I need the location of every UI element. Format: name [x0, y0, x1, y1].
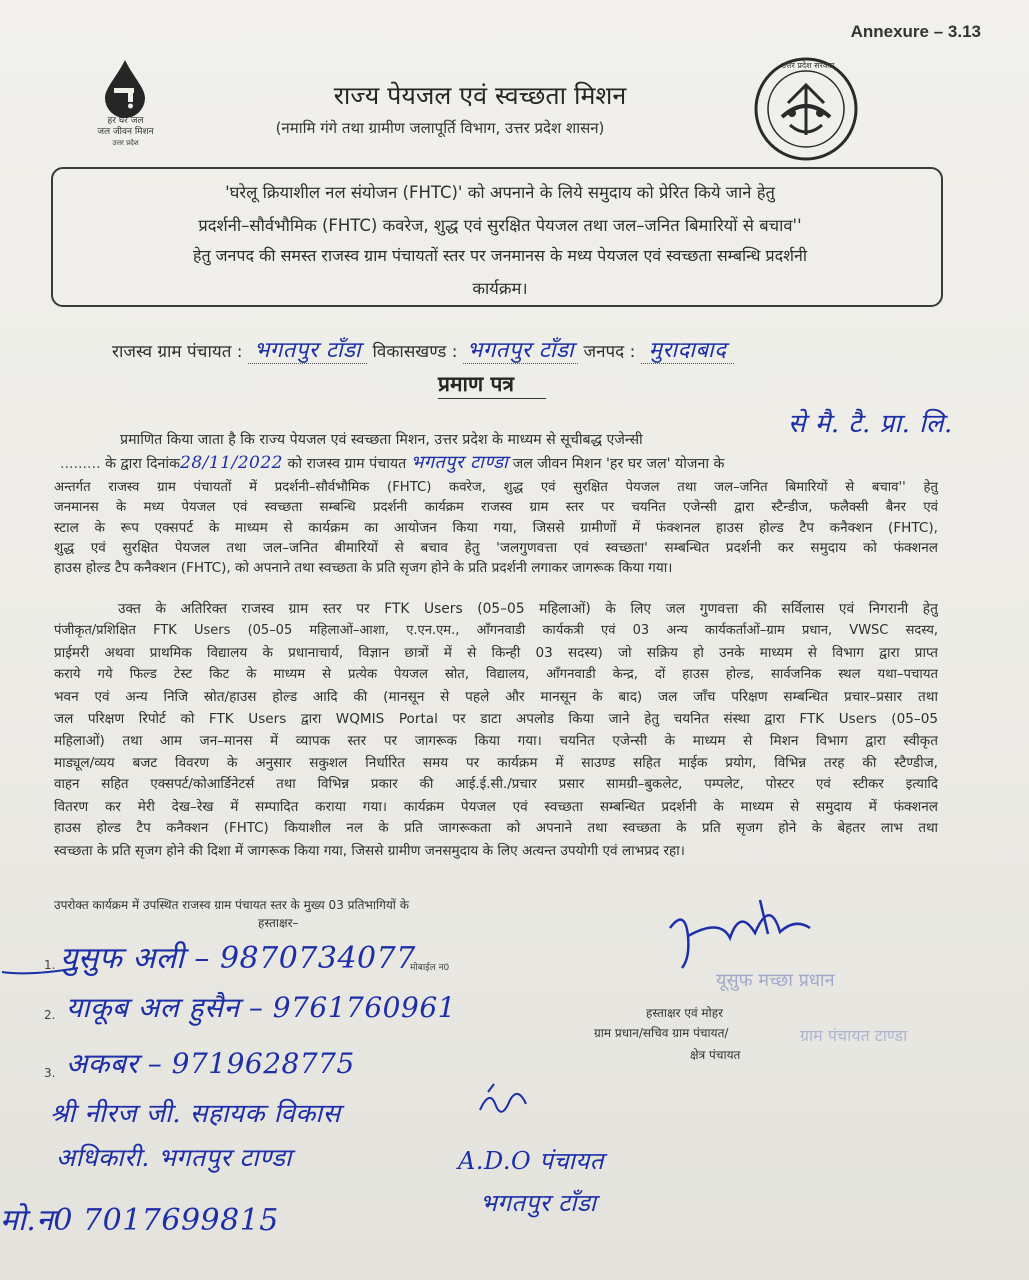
har-ghar-jal-logo — [78, 58, 173, 158]
mission-title: राज्य पेयजल एवं स्वच्छता मिशन — [333, 81, 627, 110]
box-line-1: 'घरेलू क्रियाशील नल संयोजन (FHTC)' को अपनाने के लिये समुदाय को प्रेरित किये जाने हेतु — [225, 183, 775, 202]
participant-1-mobile-label: मोबाईल न0 — [410, 963, 450, 973]
block-value: भगतपुर टाँडा — [463, 338, 578, 364]
participant-2-handwritten: याकूब अल हुसैन – 9761760961 — [66, 991, 456, 1024]
p2-line-2: पंजीकृत/प्रशिक्षित FTK Users (05–05 महिलाओं–आशा, ए.एन.एम., आँगनवाडी कार्यकत्री एवं 03 अन्य कार्यकर्ताओं–ग्राम प्रधान, VWSC सदस्य, — [54, 623, 938, 638]
p2-line-9: वाहन सहित एक्सपर्ट/कोआर्डिनेटर्स तथा विभिन्न प्रकार की आई.ई.सी./प्रचार प्रसार सामग्री–बुकलेट, पम्पलेट, पोस्टर एवं स्टीकर इत्यादि — [54, 777, 938, 792]
pradhan-role-line-1: ग्राम प्रधान/सचिव ग्राम पंचायत/ — [594, 1026, 729, 1040]
date-handwritten: 28/11/2022 — [180, 453, 283, 473]
up-government-seal-icon — [752, 55, 860, 163]
seal-text: उत्तर प्रदेश सरकार — [781, 61, 835, 70]
location-fields-row — [112, 334, 734, 364]
p2-line-4: कराये गये फिल्ड टेस्ट किट के माध्यम से प्रत्येक पेयजल स्रोत, विद्यालय, आँगनवाडी केन्द्र, दों हाउस होल्ड, सार्वजनिक स्थल यथा–पचायत — [54, 667, 938, 682]
participants-intro: उपरोक्त कार्यक्रम में उपस्थित राजस्व ग्राम पंचायत स्तर के मुख्य 03 प्रतिभागियों के — [54, 898, 409, 912]
p2-line-3: प्राईमरी अथवा प्राथमिक विद्यालय के प्रधानाचार्य, विज्ञान छात्रों में से किन्ही 03 सदस्य) जो सक्रिय हो उनके माध्यम से विभाग द्वारा प्राप्त — [54, 645, 938, 661]
p1-line-2: ......... के द्वारा दिनांक28/11/2022 को राजस्व ग्राम पंचायत भगतपुर टाण्डा जल जीवन मिशन 'हर घर जल' योजना के — [60, 452, 725, 473]
pradhan-sign-label: हस्ताक्षर एवं मोहर — [646, 1006, 724, 1020]
mission-subtitle: (नमामि गंगे तथा ग्रामीण जलापूर्ति विभाग, उत्तर प्रदेश शासन) — [275, 119, 605, 137]
participants-signature-label: हस्ताक्षर– — [258, 916, 299, 930]
participant-2-number: 2. — [44, 1008, 56, 1022]
pradhan-stamp-text: यूसुफ मच्छा प्रधान — [716, 970, 835, 991]
panchayat-value: भगतपुर टाँडा — [248, 338, 367, 364]
p1-village-prefix: को राजस्व ग्राम पंचायत — [287, 456, 407, 472]
officer-phone-handwritten: मो.न0 7017699815 — [0, 1203, 279, 1238]
officer-initials-signature — [474, 1080, 534, 1130]
p2-line-10: वितरण कर मेरी देख–रेख में सम्पादित कराया गया। कार्यक्रम पेयजल एवं स्वच्छता सम्बन्धित प्रदर्शनी के माध्यम से समुदाय में फंक्शनल — [54, 799, 938, 815]
participant-3-number: 3. — [44, 1066, 56, 1080]
p1-line-7: हाउस होल्ड टैप कनैक्शन (FHTC), को अपनाने तथा स्वच्छता के प्रति सृजग होने के प्रति प्रदर्शनी लगाकर जागरूक किया गया। — [54, 560, 673, 576]
logo-line-3: उत्तर प्रदेश — [112, 139, 139, 147]
p1-scheme: जल जीवन मिशन 'हर घर जल' योजना के — [512, 456, 725, 472]
certificate-title: प्रमाण पत्र — [438, 372, 514, 396]
logo-line-1: हर घर जल — [107, 116, 144, 126]
pradhan-role-line-2: क्षेत्र पंचायत — [690, 1048, 741, 1062]
p1-line-1: प्रमाणित किया जाता है कि राज्य पेयजल एवं स्वच्छता मिशन, उत्तर प्रदेश के माध्यम से सूचीबद्ध एजेन्सी — [120, 432, 643, 448]
p1-line-3: अन्तर्गत राजस्व ग्राम पंचायतों में प्रदर्शनी–सौर्वभौमिक (FHTC) कवरेज, शुद्ध एवं सुरक्षित पेयजल तथा जल–जनित बिमारियों से बचाव'' हेतु — [54, 480, 938, 495]
p2-line-7: महिलाओं) तथा आम जन–मानस में व्यापक स्तर पर जागरूक किया गया। चयनित एजेन्सी के माध्यम से मिशन विभाग द्वारा स्वीकृत — [54, 733, 938, 749]
agency-handwritten: से मै. टै. प्रा. लि. — [788, 409, 953, 439]
village-handwritten: भगतपुर टाण्डा — [410, 452, 509, 473]
p1-line-4: जनमानस के मध्य पेयजल एवं स्वच्छता सम्बन्धि प्रदर्शनी कार्यक्रम राजस्व ग्राम स्तर पर चयनित एजेन्सी द्वारा स्टैन्डीज, फलैक्सी बैनर एवं — [54, 500, 938, 515]
participant-1-number: 1. — [44, 958, 56, 972]
p1-body — [54, 478, 938, 578]
officer-handwritten-line-2: अधिकारी. भगतपुर टाण्डा — [56, 1143, 292, 1172]
p1-date-prefix: के द्वारा दिनांक — [105, 456, 180, 472]
pradhan-stamp-text-2: ग्राम पंचायत टाण्डा — [800, 1026, 908, 1045]
district-label: जनपद : — [583, 342, 636, 362]
annexure-label: Annexure – 3.13 — [850, 22, 981, 41]
pradhan-signature — [660, 888, 840, 978]
block-label: विकासखण्ड : — [372, 342, 458, 362]
ado-handwritten-line-2: भगतपुर टाँडा — [480, 1189, 597, 1217]
p2-body — [54, 598, 938, 862]
box-line-4: कार्यक्रम। — [472, 279, 528, 298]
district-value: मुरादाबाद — [641, 338, 735, 364]
participant-1-handwritten: युसुफ अली – 9870734077 — [60, 941, 416, 976]
p1-line-6: शुद्ध एवं सुरक्षित पेयजल तथा जल–जनित बीमारियों से बचाव हेतु 'जलगुणवत्ता एवं स्वच्छता' सम्बन्धित प्रदर्शनी कर समुदाय को फंक्शनल — [54, 540, 938, 556]
certificate-title-underline — [438, 398, 546, 399]
p2-line-11: हाउस होल्ड टैप कनैक्शन (FHTC) कियाशील नल के प्रति जागरूकता को अपनाने तथा स्वच्छता के प्रति सृजग होने के बेहतर लाभ तथा — [54, 821, 938, 836]
p2-line-8: माड्यूल/व्यय बजट विवरण के अनुसार सकुशल निर्धारित समय पर कार्यक्रम में साउण्ड सहित माईक प्रयोग, विभिन्न तरह की स्टैण्डीज, — [54, 755, 938, 771]
p2-line-5: भवन एवं अन्य निजि स्रोत/हाउस होल्ड आदि की (मानसून से पहले और मानसून के बाद) जल जाँच परिक्षण सम्बन्धित प्रचार–प्रसार तथा — [54, 689, 938, 705]
panchayat-label: राजस्व ग्राम पंचायत : — [112, 342, 243, 362]
p2-line-12: स्वच्छता के प्रति सृजग होने की दिशा में जागरूक किया गया, जिससे ग्रामीण जनसमुदाय के लिए अत्यन्त उपयोगी एवं लाभप्रद रहा। — [54, 843, 685, 859]
p1-line-5: स्टाल के रूप एक्सपर्ट के माध्यम से कार्यक्रम का आयोजन किया गया, जिससे ग्रामीणों में फंक्शनल हाउस होल्ड टैप कनैक्शन (FHTC), — [54, 520, 938, 536]
water-drop-icon — [102, 58, 148, 118]
p2-line-6: जल परिक्षण रिपोर्ट को FTK Users द्वारा WQMIS Portal पर डाटा अपलोड किया जाने हेतु चयनित संस्था द्वारा FTK Users (05–05 — [54, 711, 938, 727]
p2-line-1: उक्त के अतिरिक्त राजस्व ग्राम स्तर पर FTK Users (05–05 महिलाओं) के लिए जल गुणवत्ता की सर्विलास एवं निगरानी हेतु — [118, 601, 938, 617]
participant-1-underline-stroke — [0, 958, 80, 978]
participant-3-handwritten: अकबर – 9719628775 — [66, 1047, 355, 1080]
box-line-3: हेतु जनपद की समस्त राजस्व ग्राम पंचायतों स्तर पर जनमानस के मध्य पेयजल एवं स्वच्छता सम्बन्धि प्रदर्शनी — [192, 246, 808, 265]
box-line-2: प्रदर्शनी–सौर्वभौमिक (FHTC) कवरेज, शुद्ध एवं सुरक्षित पेयजल तथा जल–जनित बिमारियों से बचाव'' — [198, 216, 802, 235]
officer-handwritten-line-1: श्री नीरज जी. सहायक विकास — [50, 1099, 341, 1129]
logo-line-2: जल जीवन मिशन — [97, 127, 154, 137]
ado-handwritten-line-1: A.D.O पंचायत — [458, 1147, 604, 1175]
